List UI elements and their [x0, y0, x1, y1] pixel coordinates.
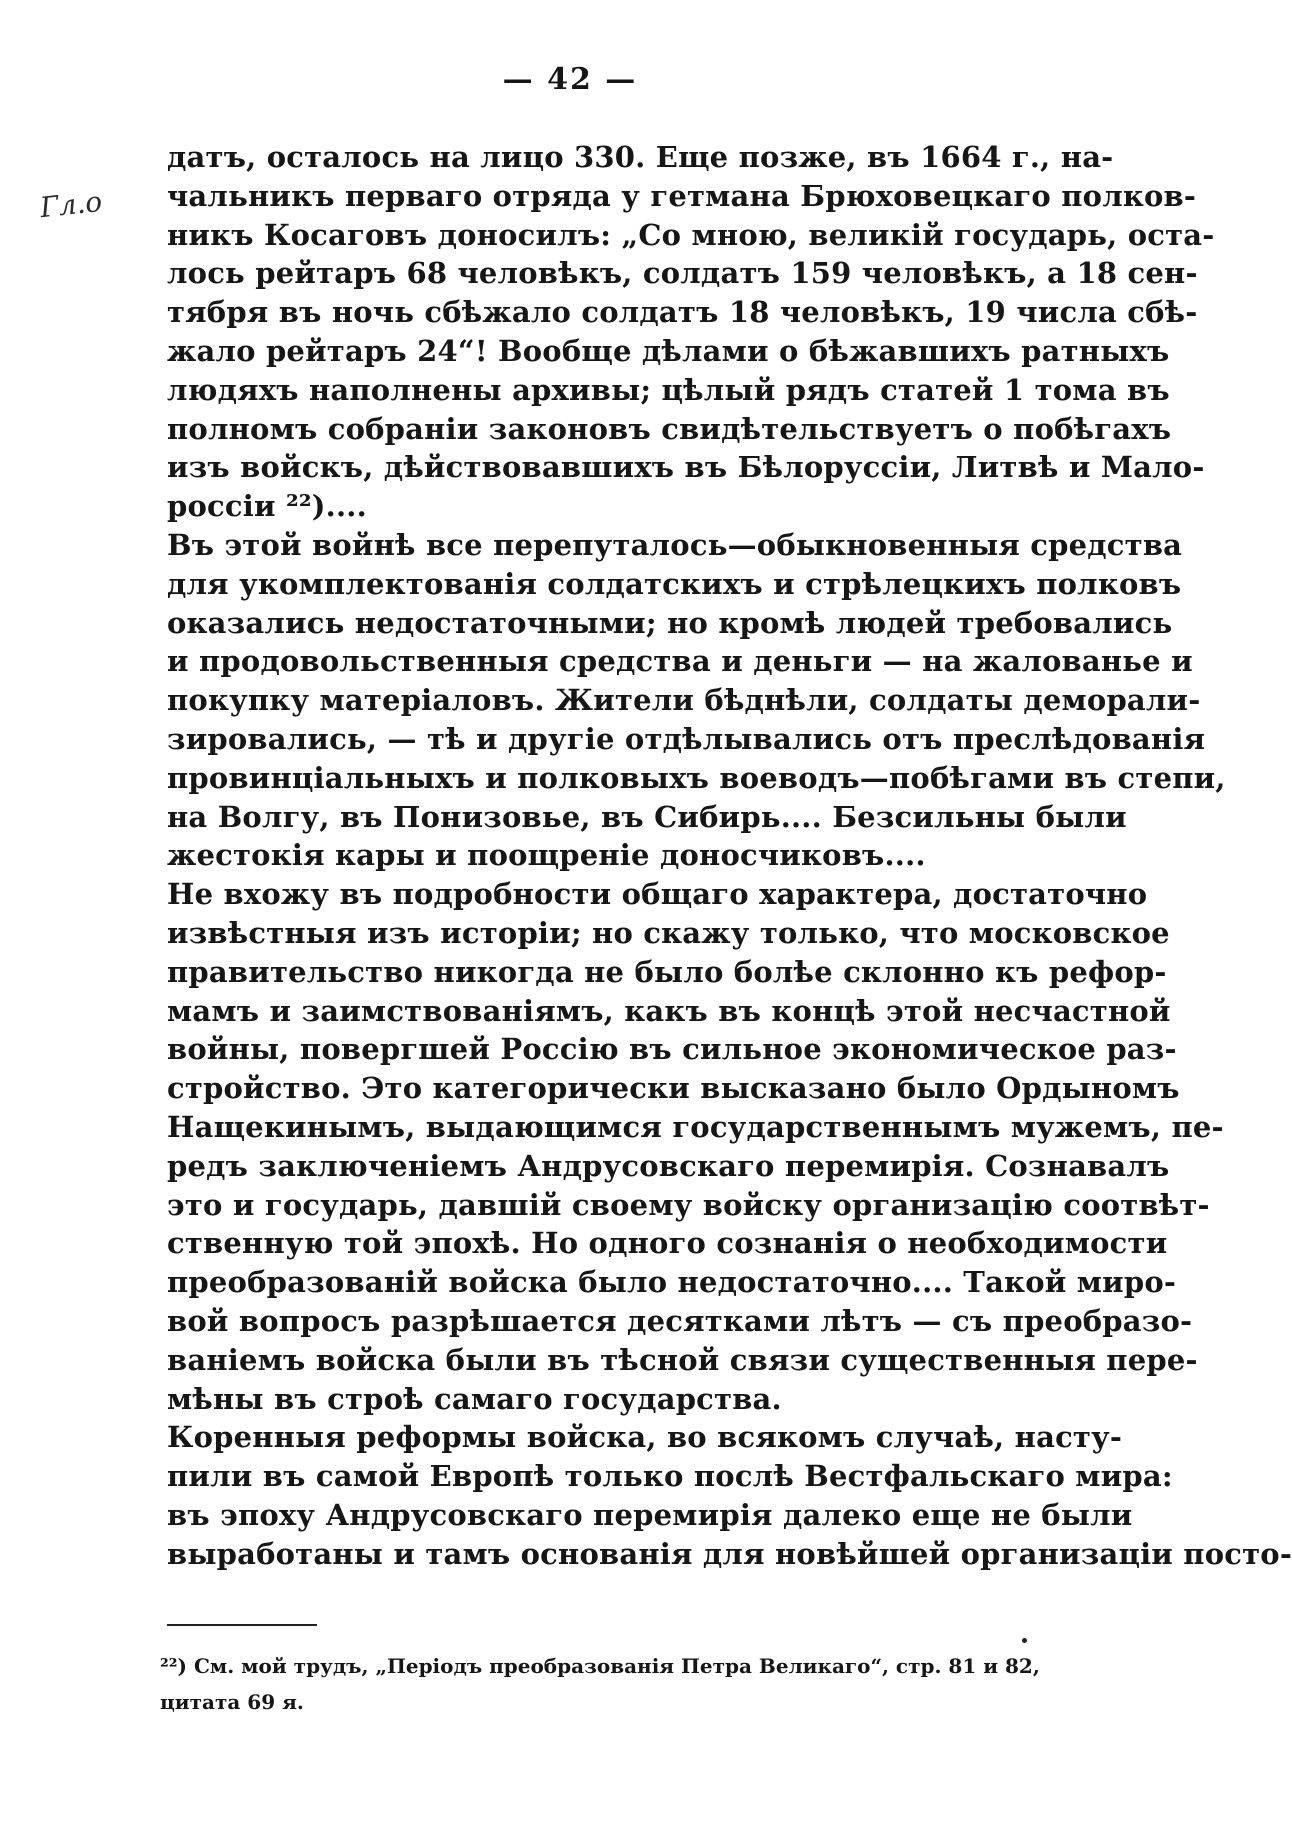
text-line: оказались недостаточными; но кромѣ людей требовались [167, 605, 1173, 640]
text-line: тября въ ночь сбѣжало солдатъ 18 человѣкъ, 19 числа сбѣ- [167, 295, 1198, 330]
text-line: датъ, осталось на лицо 330. Еще позже, въ 1664 г., на- [167, 140, 1114, 174]
text-line: стройство. Это категорически высказано было Ордыномъ [167, 1071, 1180, 1106]
text-line: полномъ собраніи законовъ свидѣтельствуетъ о побѣгахъ [167, 411, 1172, 446]
text-line: ственную той эпохѣ. Но одного сознанія о необходимости [167, 1226, 1168, 1261]
text-line: никъ Косаговъ доносилъ: „Со мною, великій государь, оста- [167, 217, 1215, 252]
text-line: Въ этой войнѣ все перепуталось—обыкновенныя средства [167, 527, 1183, 562]
text-line: пили въ самой Европѣ только послѣ Вестфальскаго мира: [167, 1459, 1173, 1494]
text-line: войны, повергшей Россію въ сильное экономическое раз- [167, 1032, 1177, 1067]
text-line: правительство никогда не было болѣе склонно къ рефор- [167, 954, 1167, 989]
text-line: Коренныя реформы войска, во всякомъ случаѣ, насту- [167, 1420, 1123, 1455]
text-line: провинціальныхъ и полковыхъ воеводъ—побѣгами въ степи, [167, 760, 1226, 795]
text-line: выработаны и тамъ основанія для новѣйшей организаціи посто- [167, 1536, 1292, 1571]
text-line: Не вхожу въ подробности общаго характера, достаточно [167, 877, 1148, 912]
text-line: людяхъ наполнены архивы; цѣлый рядъ статей 1 тома въ [167, 372, 1170, 407]
text-line: на Волгу, въ Понизовье, въ Сибирь.... Безсильны были [167, 799, 1127, 834]
text-line: это и государь, давшій своему войску организацію соотвѣт- [167, 1187, 1210, 1222]
ink-dot [1022, 1638, 1027, 1643]
text-line: жестокія кары и поощреніе доносчиковъ.... [167, 838, 926, 873]
text-line: преобразованій войска было недостаточно.... Такой миро- [167, 1265, 1177, 1300]
text-line: Нащекинымъ, выдающимся государственнымъ мужемъ, пе- [167, 1109, 1224, 1144]
footnote-line: цитата 69 я. [160, 1690, 304, 1714]
text-line: вой вопросъ разрѣшается десятками лѣтъ — съ преобразо- [167, 1303, 1193, 1338]
text-line: покупку матеріаловъ. Жители бѣднѣли, солдаты деморали- [167, 683, 1201, 718]
text-line: жало рейтаръ 24“! Вообще дѣлами о бѣжавшихъ ратныхъ [167, 333, 1170, 368]
footnote [160, 1648, 1105, 1720]
text-line: зировались, — тѣ и другіе отдѣлывались отъ преслѣдованія [167, 721, 1206, 756]
footnote-line: ²²) См. мой трудъ, „Періодъ преобразованія Петра Великаго“, стр. 81 и 82, [160, 1654, 1040, 1678]
text-line: редъ заключеніемъ Андрусовскаго перемирія. Сознавалъ [167, 1148, 1170, 1183]
text-line: мѣны въ строѣ самаго государства. [167, 1381, 782, 1416]
handwritten-margin-note: Гл.о [38, 184, 104, 225]
body-text [167, 138, 1292, 1573]
page-number: — 42 — [502, 62, 638, 97]
text-line: извѣстныя изъ исторіи; но скажу только, что московское [167, 915, 1170, 950]
text-line: и продовольственныя средства и деньги — на жалованье и [167, 644, 1193, 679]
text-line: въ эпоху Андрусовскаго перемирія далеко еще не были [167, 1497, 1133, 1532]
footnote-divider [167, 1624, 317, 1626]
text-line: для укомплектованія солдатскихъ и стрѣлецкихъ полковъ [167, 566, 1182, 601]
text-line: изъ войскъ, дѣйствовавшихъ въ Бѣлоруссіи, Литвѣ и Мало- [167, 450, 1205, 485]
text-line: лось рейтаръ 68 человѣкъ, солдатъ 159 человѣкъ, а 18 сен- [167, 256, 1198, 291]
text-line: россіи ²²).... [167, 489, 367, 524]
text-line: чальникъ перваго отряда у гетмана Брюховецкаго полков- [167, 178, 1197, 213]
text-line: мамъ и заимствованіямъ, какъ въ концѣ этой несчастной [167, 993, 1171, 1028]
text-line: ваніемъ войска были въ тѣсной связи существенныя пере- [167, 1342, 1198, 1377]
